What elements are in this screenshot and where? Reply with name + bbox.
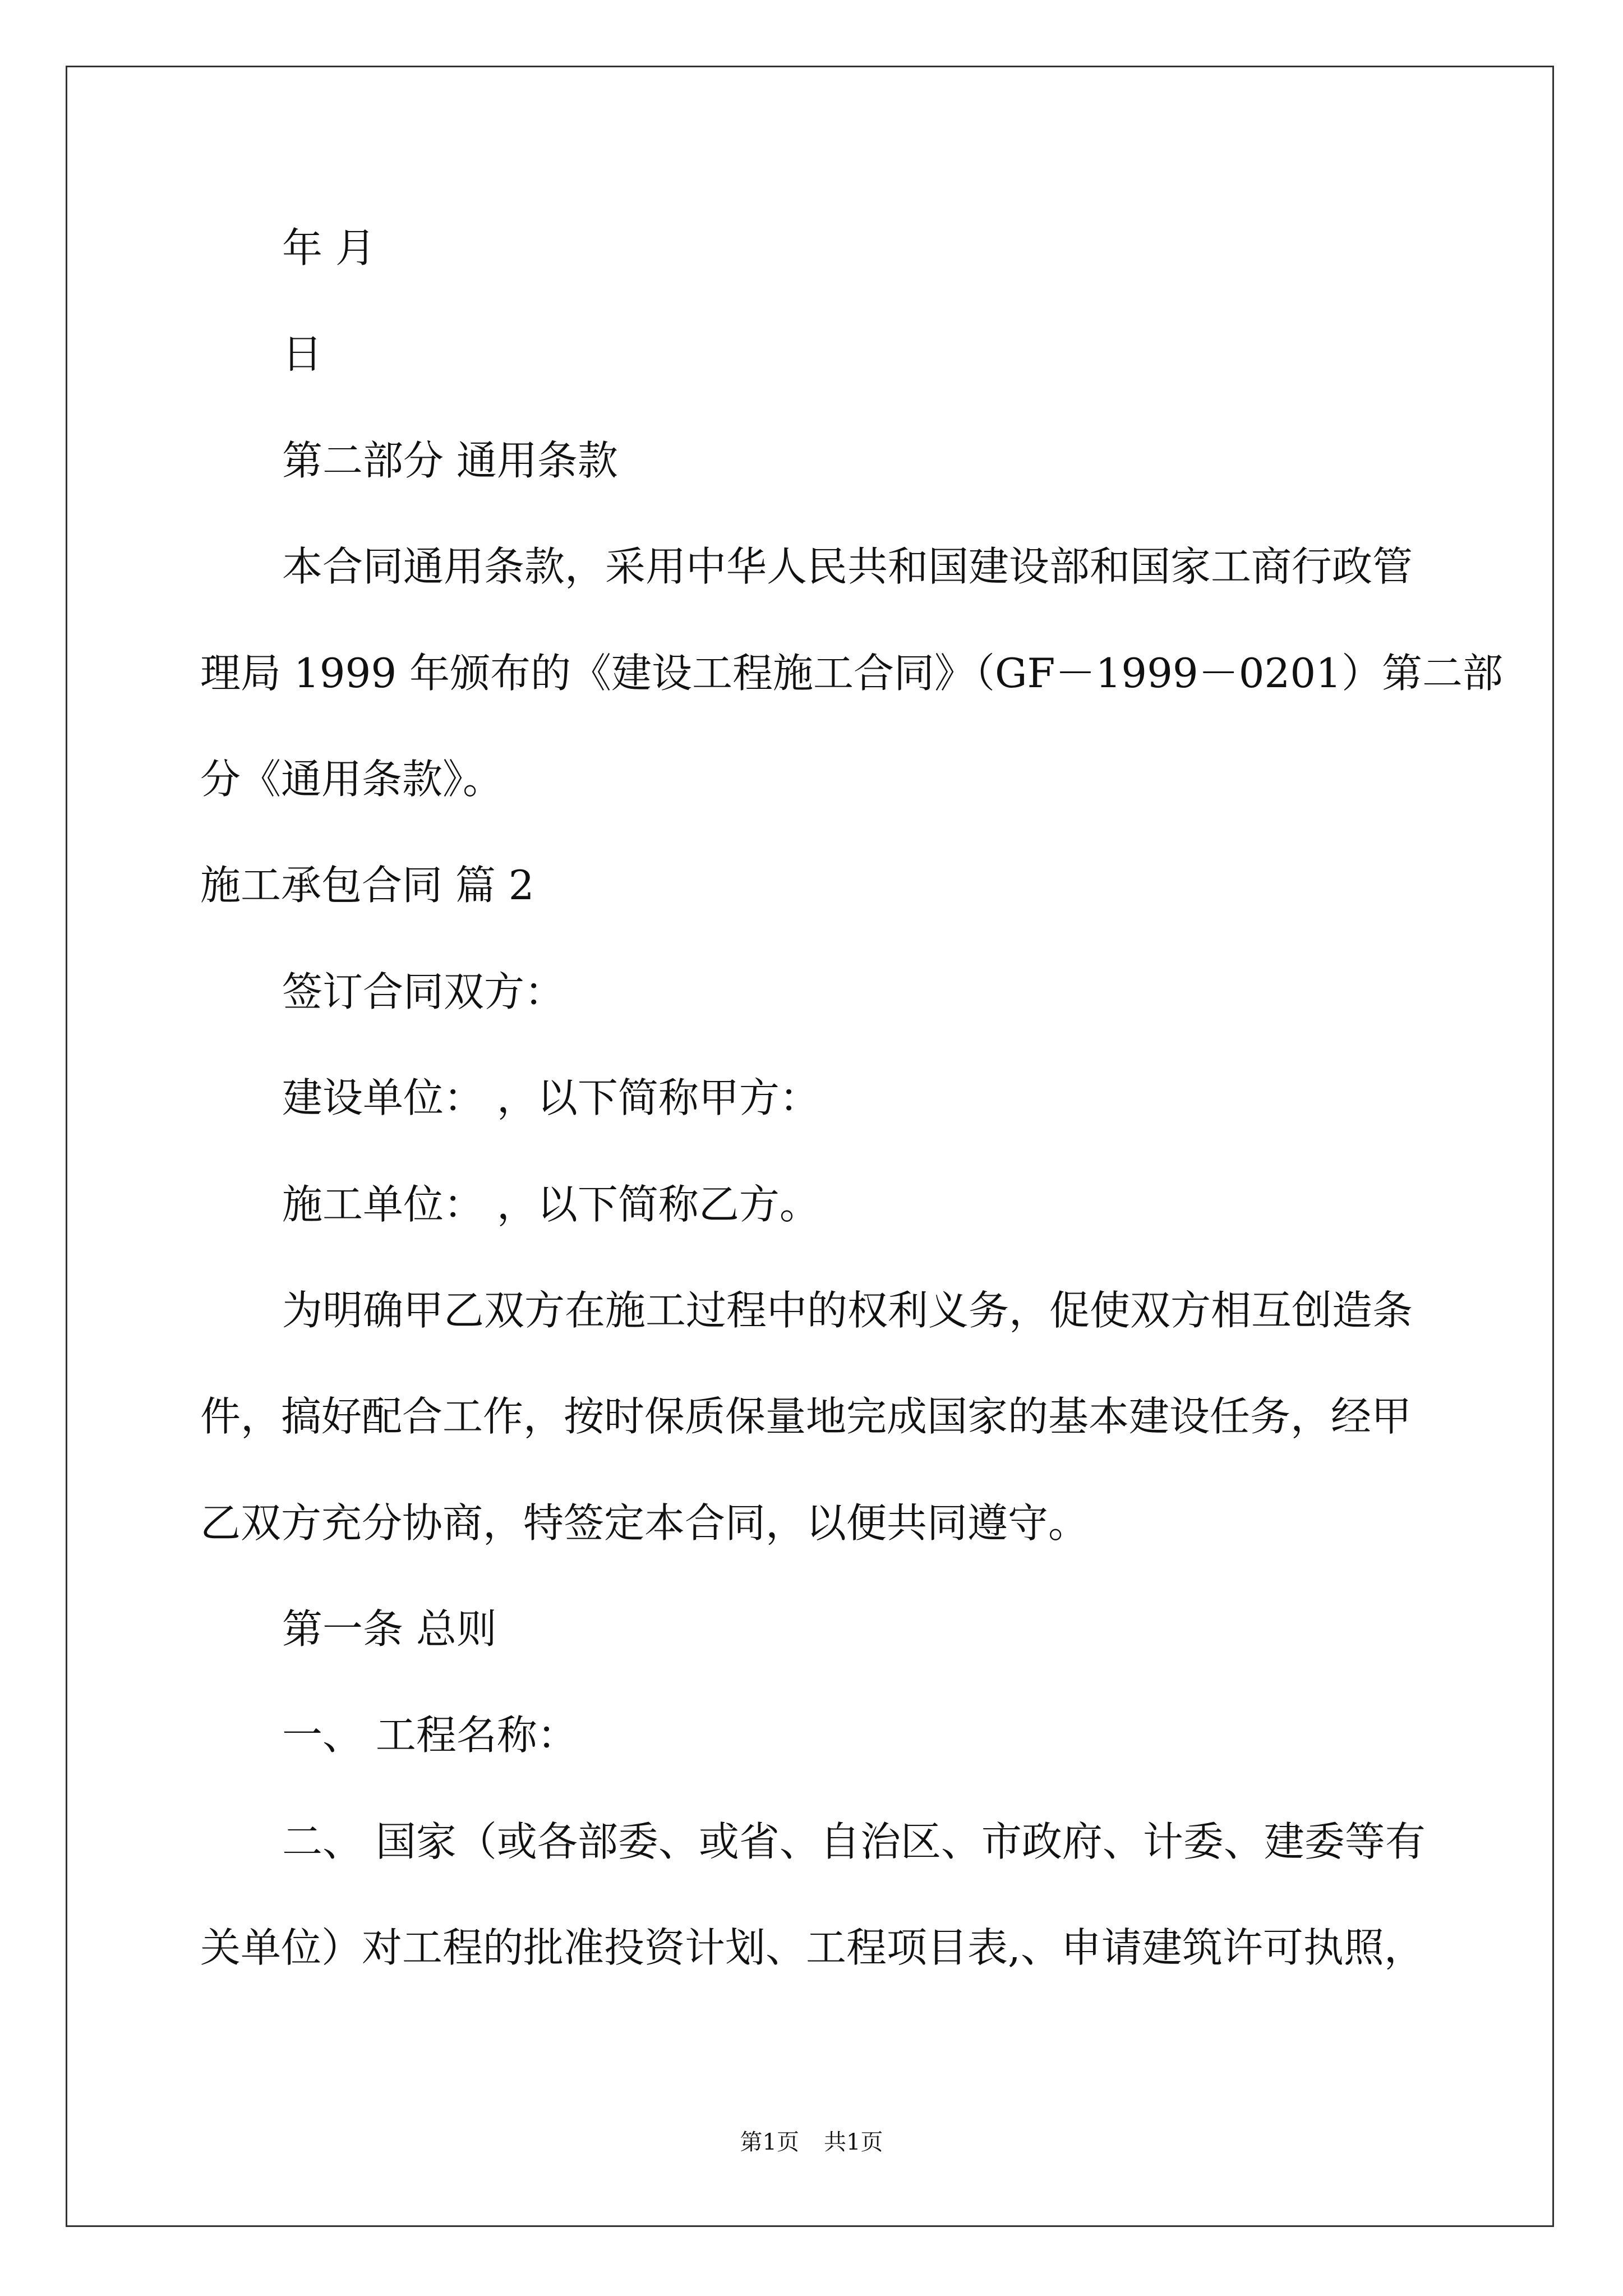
section-heading: 第二部分 通用条款 bbox=[282, 436, 618, 484]
party-line-contractor: 施工单位： ，以下简称乙方。 bbox=[282, 1180, 820, 1228]
clause-item: 二、 国家（或各部委、或省、自治区、市政府、计委、建委等有 bbox=[282, 1818, 1426, 1865]
article-heading: 第一条 总则 bbox=[282, 1605, 497, 1653]
paragraph-line: 本合同通用条款，采用中华人民共和国建设部和国家工商行政管 bbox=[282, 543, 1413, 591]
date-line-year-month: 年 月 bbox=[282, 224, 376, 272]
date-line-day: 日 bbox=[282, 330, 323, 378]
paragraph-line: 为明确甲乙双方在施工过程中的权利义务，促使双方相互创造条 bbox=[282, 1286, 1413, 1334]
clause-item: 一、 工程名称： bbox=[282, 1711, 578, 1759]
party-line-employer: 建设单位： ，以下简称甲方： bbox=[282, 1074, 820, 1122]
paragraph-line: 件，搞好配合工作，按时保质保量地完成国家的基本建设任务，经甲 bbox=[200, 1393, 1412, 1441]
contract-title: 施工承包合同 篇 2 bbox=[200, 862, 534, 909]
paragraph-line: 乙双方充分协商，特签定本合同，以便共同遵守。 bbox=[200, 1499, 1089, 1547]
total-pages-label: 共1页 bbox=[824, 2129, 883, 2155]
paragraph-line: 理局 1999 年颁布的《建设工程施工合同》（GF－1999－0201）第二部 bbox=[200, 649, 1503, 697]
current-page-label: 第1页 bbox=[740, 2129, 799, 2155]
paragraph-line: 分《通用条款》。 bbox=[200, 755, 504, 803]
document-body bbox=[200, 195, 1541, 2001]
paragraph-line: 签订合同双方： bbox=[282, 968, 565, 1015]
paragraph-line: 关单位）对工程的批准投资计划、工程项目表,、申请建筑许可执照， bbox=[200, 1924, 1424, 1972]
page-footer bbox=[0, 2125, 1623, 2159]
